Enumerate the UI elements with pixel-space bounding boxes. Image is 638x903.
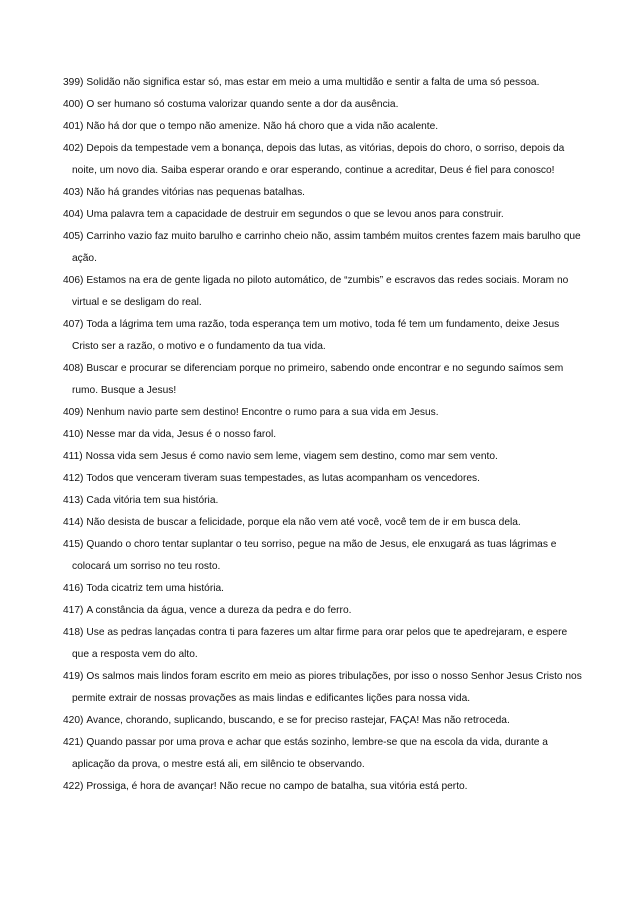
item-number: 399): [63, 77, 84, 88]
item-text: Buscar e procurar se diferenciam porque no primeiro, sabendo onde encontrar e no segundo saímos sem rumo. Busque a Jesus!: [72, 363, 564, 396]
item-number: 418): [63, 627, 84, 638]
list-item: [63, 512, 583, 534]
list-item: [63, 622, 583, 666]
item-number: 408): [63, 363, 84, 374]
item-text: Não desista de buscar a felicidade, porque ela não vem até você, você tem de ir em busca dela.: [86, 517, 521, 528]
item-text: Carrinho vazio faz muito barulho e carrinho cheio não, assim também muitos crentes fazem mais barulho que ação.: [72, 231, 581, 264]
list-item: [63, 226, 583, 270]
list-item: [63, 358, 583, 402]
item-number: 411): [63, 451, 83, 462]
item-number: 406): [63, 275, 84, 286]
list-item: [63, 710, 583, 732]
item-number: 410): [63, 429, 84, 440]
item-number: 416): [63, 583, 84, 594]
list-item: [63, 138, 583, 182]
list-item: [63, 314, 583, 358]
item-text: Depois da tempestade vem a bonança, depois das lutas, as vitórias, depois do choro, o sorriso, depois da noite, um novo dia. Saiba esperar orando e orar esperando, continue a acreditar, Deus é fiel para conosco!: [72, 143, 565, 176]
item-text: Use as pedras lançadas contra ti para fazeres um altar firme para orar pelos que te apedrejaram, e espere que a resposta vem do alto.: [72, 627, 568, 660]
item-number: 415): [63, 539, 84, 550]
item-number: 414): [63, 517, 84, 528]
item-number: 422): [63, 781, 84, 792]
item-text: A constância da água, vence a dureza da pedra e do ferro.: [86, 605, 352, 616]
item-text: Não há dor que o tempo não amenize. Não há choro que a vida não acalente.: [86, 121, 439, 132]
list-item: [63, 116, 583, 138]
item-text: Não há grandes vitórias nas pequenas batalhas.: [86, 187, 306, 198]
item-text: Quando passar por uma prova e achar que estás sozinho, lembre-se que na escola da vida, durante a aplicação da prova, o mestre está ali, em silêncio te observando.: [72, 737, 548, 770]
list-item: [63, 204, 583, 226]
list-item: [63, 402, 583, 424]
list-item: [63, 182, 583, 204]
item-text: Estamos na era de gente ligada no piloto automático, de “zumbis” e escravos das redes sociais. Moram no virtual e se desligam do real.: [72, 275, 569, 308]
list-item: [63, 776, 583, 798]
item-text: Nenhum navio parte sem destino! Encontre o rumo para a sua vida em Jesus.: [86, 407, 439, 418]
item-text: Solidão não significa estar só, mas estar em meio a uma multidão e sentir a falta de uma só pessoa.: [86, 77, 540, 88]
item-number: 402): [63, 143, 84, 154]
item-text: Quando o choro tentar suplantar o teu sorriso, pegue na mão de Jesus, ele enxugará as tuas lágrimas e colocará um sorriso no teu rosto.: [72, 539, 557, 572]
list-item: [63, 468, 583, 490]
item-text: Uma palavra tem a capacidade de destruir em segundos o que se levou anos para construir.: [86, 209, 504, 220]
item-text: Os salmos mais lindos foram escrito em meio as piores tribulações, por isso o nosso Senhor Jesus Cristo nos permite extrair de nossas provações as mais lindas e edificantes lições para nossa vida.: [72, 671, 582, 704]
item-number: 404): [63, 209, 84, 220]
item-number: 405): [63, 231, 84, 242]
item-number: 419): [63, 671, 84, 682]
item-text: O ser humano só costuma valorizar quando sente a dor da ausência.: [86, 99, 399, 110]
item-number: 420): [63, 715, 84, 726]
list-item: [63, 72, 583, 94]
item-number: 407): [63, 319, 84, 330]
list-item: [63, 490, 583, 512]
item-text: Toda a lágrima tem uma razão, toda esperança tem um motivo, toda fé tem um fundamento, deixe Jesus Cristo ser a razão, o motivo e o fundamento da tua vida.: [72, 319, 560, 352]
list-item: [63, 534, 583, 578]
item-number: 403): [63, 187, 84, 198]
item-text: Prossiga, é hora de avançar! Não recue no campo de batalha, sua vitória está perto.: [86, 781, 468, 792]
item-text: Nossa vida sem Jesus é como navio sem leme, viagem sem destino, como mar sem vento.: [85, 451, 498, 462]
item-number: 417): [63, 605, 84, 616]
list-item: [63, 578, 583, 600]
list-item: [63, 270, 583, 314]
list-item: [63, 600, 583, 622]
item-number: 412): [63, 473, 84, 484]
item-text: Cada vitória tem sua história.: [86, 495, 219, 506]
item-number: 400): [63, 99, 84, 110]
item-number: 401): [63, 121, 84, 132]
numbered-quote-list: [63, 72, 583, 798]
list-item: [63, 446, 583, 468]
list-item: [63, 94, 583, 116]
item-text: Avance, chorando, suplicando, buscando, e se for preciso rastejar, FAÇA! Mas não retroceda.: [86, 715, 510, 726]
list-item: [63, 732, 583, 776]
item-text: Todos que venceram tiveram suas tempestades, as lutas acompanham os vencedores.: [86, 473, 480, 484]
item-number: 421): [63, 737, 84, 748]
item-number: 409): [63, 407, 84, 418]
list-item: [63, 424, 583, 446]
item-text: Nesse mar da vida, Jesus é o nosso farol.: [86, 429, 277, 440]
item-text: Toda cicatriz tem uma história.: [86, 583, 224, 594]
list-item: [63, 666, 583, 710]
item-number: 413): [63, 495, 84, 506]
